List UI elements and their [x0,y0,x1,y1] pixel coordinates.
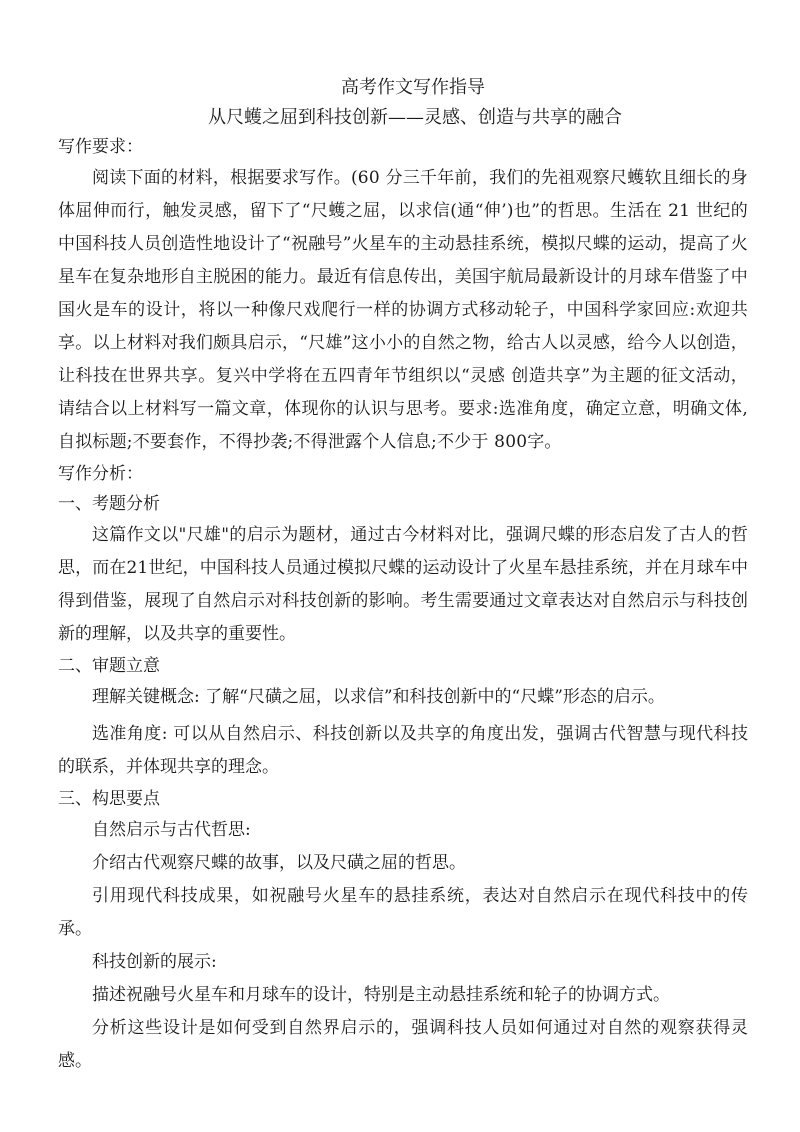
document-title: 高考作文写作指导 [341,77,485,98]
section3-line4: 分析这些设计是如何受到自然界启示的，强调科技人员如何通过对自然的观察获得灵感。 [58,1018,748,1071]
requirements-text: 阅读下面的材料，根据要求写作。(60 分三千年前，我们的先祖观察尺蠖软且细长的身体屈伸而行，触发灵感，留下了“尺蠖之屈，以求信(通“伸’)也”的哲思。生活在 21 世纪的中国科技人员创造性地设计了“祝融号”火星车的主动悬挂系统，模拟尺蝶的运动，提高了火星车在复杂地形自主脱困的能力。最近有信息传出，美国宇航局最新设计的月球车借鉴了中国火是车的设计，将以一种像尺戏爬行一样的协调方式移动轮子，中国科学家回应:欢迎共享。以上材料对我们颇具启示，“尺雄”这小小的自然之物，给古人以灵感，给今人以创造，让科技在世界共享。复兴中学将在五四青年节组织以“灵感 创造共享”为主题的征文活动，请结合以上材料写一篇文章，体现你的认识与思考。要求:选准角度，确定立意，明确文体,自拟标题;不要套作，不得抄袭;不得泄露个人信息;不少于 800字。 [58,168,748,452]
section3-line1: 介绍古代观察尺蝶的故事，以及尺磺之屈的哲思。 [92,853,466,873]
section3-sub1: 自然启示与古代哲思: [92,820,251,840]
section1-heading: 一、考题分析 [58,494,160,514]
analysis-heading: 写作分析： [58,464,143,484]
section1-text: 这篇作文以"尺雄"的启示为题材，通过古今材料对比，强调尺蝶的形态启发了古人的哲思，而在21世纪，中国科技人员通过模拟尺蝶的运动设计了火星车悬挂系统，并在月球车中得到借鉴，展现了自然启示对科技创新的影响。考生需要通过文章表达对自然启示与科技创新的理解，以及共享的重要性。 [58,525,748,644]
section3-heading: 三、构思要点 [58,789,160,809]
requirements-heading: 写作要求： [58,137,143,157]
section3-line3: 描述祝融号火星车和月球车的设计，特别是主动悬挂系统和轮子的协调方式。 [92,985,670,1005]
document-page [58,74,748,1078]
section3-line2: 引用现代科技成果，如祝融号火星车的悬挂系统，表达对自然启示在现代科技中的传承。 [58,886,748,939]
section3-sub2: 科技创新的展示: [92,952,217,972]
section2-heading: 二、审题立意 [58,656,160,676]
section2-para1: 理解关键概念: 了解“尺磺之屈，以求信”和科技创新中的“尺蝶”形态的启示。 [92,687,665,707]
section2-para2: 选准角度: 可以从自然启示、科技创新以及共享的角度出发，强调古代智慧与现代科技的联系，并体现共享的理念。 [58,724,748,777]
document-subtitle: 从尺蠖之屈到科技创新——灵感、创造与共享的融合 [208,107,622,128]
